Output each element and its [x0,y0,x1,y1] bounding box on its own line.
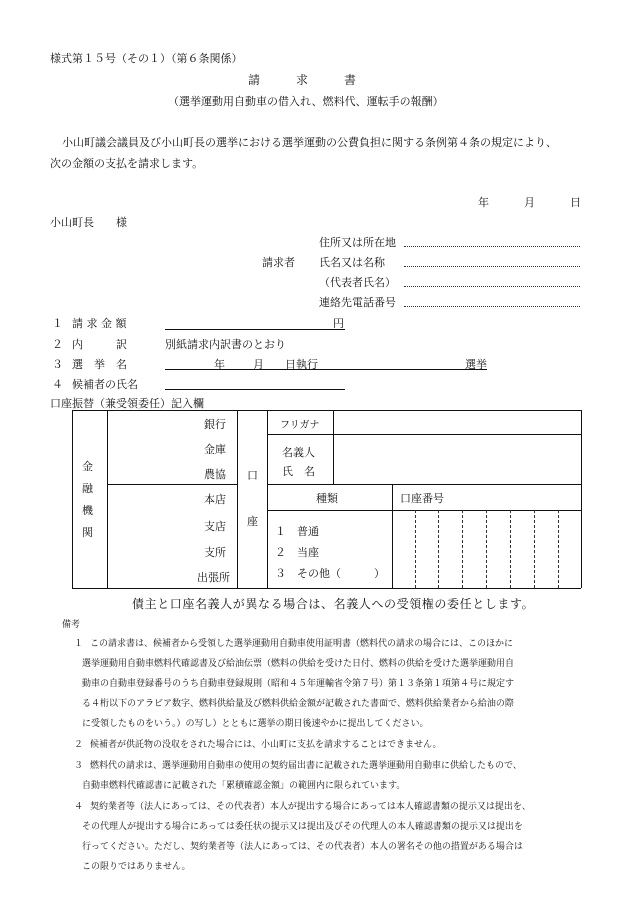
claimant-address-label: 住所又は所在地 [319,236,396,249]
date-year[interactable]: 年 [478,196,489,209]
claimant-rep-field[interactable] [404,286,580,287]
note-number: １ [74,639,84,649]
document-title: 請 求 書 [248,73,357,87]
kind-ordinary[interactable]: １ 普通 [275,525,319,538]
transfer-heading: 口座振替（兼受領委任）記入欄 [50,397,204,410]
delegation-note: 債主と口座名義人が異なる場合は、名義人への受領権の委任とします。 [132,597,535,611]
election-name-label: 選 挙 名 [72,358,127,371]
branch-head-office[interactable]: 本店 [204,493,226,506]
branch-agency[interactable]: 出張所 [197,571,230,584]
financial-institution-label: 機 [82,504,93,517]
item-number: １ [52,317,63,330]
note-number: ３ [74,761,84,771]
account-label: 口 [247,469,258,482]
holder-name-label: 氏 名 [282,465,315,478]
claim-amount-label: 請 求 金 額 [72,317,127,330]
branch-branch[interactable]: 支店 [204,520,226,533]
election-day: 日執行 [285,358,318,371]
breakdown-value: 別紙請求内訳書のとおり [165,338,286,351]
note-line: この限りではありません。 [82,862,191,872]
addressee: 小山町長 様 [50,216,127,229]
claimant-name-label: 氏名又は名称 [319,256,385,269]
candidate-name-field[interactable] [165,389,345,390]
claimant-rep-label: （代表者氏名） [319,276,396,289]
intro-text-line1: 小山町議会議員及び小山町長の選挙における選挙運動の公費負担に関する条例第４条の規定により、 [62,136,557,149]
account-kind-header: 種類 [316,492,338,505]
note-number: ２ [74,740,84,750]
date-month[interactable]: 月 [524,196,535,209]
note-line: る４桁以下のアラビア数字、燃料供給量及び燃料供給金額が記載された書面で、燃料供給業者から給油の際 [82,699,514,709]
financial-institution-label: 金 [82,460,93,473]
note-line: この請求書は、候補者から受領した選挙運動用自動車使用証明書（燃料代の請求の場合には、このほかに [90,639,514,649]
account-label: 座 [247,515,258,528]
account-number-header: 口座番号 [400,492,444,505]
claimant-name-field[interactable] [404,266,580,267]
date-day[interactable]: 日 [570,196,581,209]
claimant-address-field[interactable] [404,246,580,247]
candidate-name-label: 候補者の氏名 [72,378,138,391]
type-credit-union[interactable]: 金庫 [204,443,226,456]
kind-other[interactable]: ３ その他（ ） [275,567,385,580]
breakdown-label: 内 訳 [72,338,127,351]
claim-amount-field[interactable] [165,329,345,330]
claimant-phone-field[interactable] [404,306,580,307]
note-line: 燃料代の請求は、選挙運動用自動車の使用の契約届出書に記載された選挙運動用自動車に供給したもので、 [90,761,522,771]
notes-heading: 備考 [62,620,81,630]
branch-sub-branch[interactable]: 支所 [204,546,226,559]
item-number: ２ [52,338,63,351]
intro-text-line2: 次の金額の支払を請求します。 [50,157,204,170]
furigana-label: フリガナ [280,420,320,431]
note-number: ４ [74,802,84,812]
financial-institution-label: 融 [82,482,93,495]
election-suffix: 選挙 [465,358,487,371]
election-year: 年 [214,358,225,371]
holder-label: 名義人 [282,446,315,459]
claimant-phone-label: 連絡先電話番号 [319,296,396,309]
form-number: 様式第１５号（その１）（第６条関係） [50,52,243,65]
note-line: 行ってください。ただし、契約業者等（法人にあっては、その代表者）本人の署名その他の措置がある場合は [82,842,523,852]
item-number: ３ [52,358,63,371]
currency-unit: 円 [333,317,344,330]
kind-current[interactable]: ２ 当座 [275,546,319,559]
note-line: 動車の自動車登録番号のうち自動車登録規則（昭和４５年運輸省令第７号）第１３条第１項第４号に規定す [82,679,515,689]
note-line: 契約業者等（法人にあっては、その代表者）本人が提出する場合にあっては本人確認書類の提示又は提出を、 [90,802,531,812]
item-number: ４ [52,378,63,391]
note-line: 候補者が供託物の没収をされた場合には、小山町に支払を請求することはできません。 [90,740,442,750]
type-agri-coop[interactable]: 農協 [204,468,226,481]
election-name-field[interactable] [165,369,487,370]
claimant-label: 請求者 [262,256,295,269]
election-month: 月 [253,358,264,371]
note-line: に受領したものをいう。）の写し）とともに選挙の期日後速やかに提出してください。 [82,719,429,729]
document-subtitle: （選挙運動用自動車の借入れ、燃料代、運転手の報酬） [168,95,444,108]
type-bank[interactable]: 銀行 [204,418,226,431]
note-line: 選挙運動用自動車燃料代確認書及び給油伝票（燃料の供給を受けた日付、燃料の供給を受けた選挙運動用自 [82,659,515,669]
note-line: 自動車燃料代確認書に記載された「累積確認金額」の範囲内に限られています。 [82,781,406,791]
note-line: その代理人が提出する場合にあっては委任状の提示又は提出及びその代理人の本人確認書類の提示又は提出を [82,822,523,832]
financial-institution-label: 関 [82,526,93,539]
